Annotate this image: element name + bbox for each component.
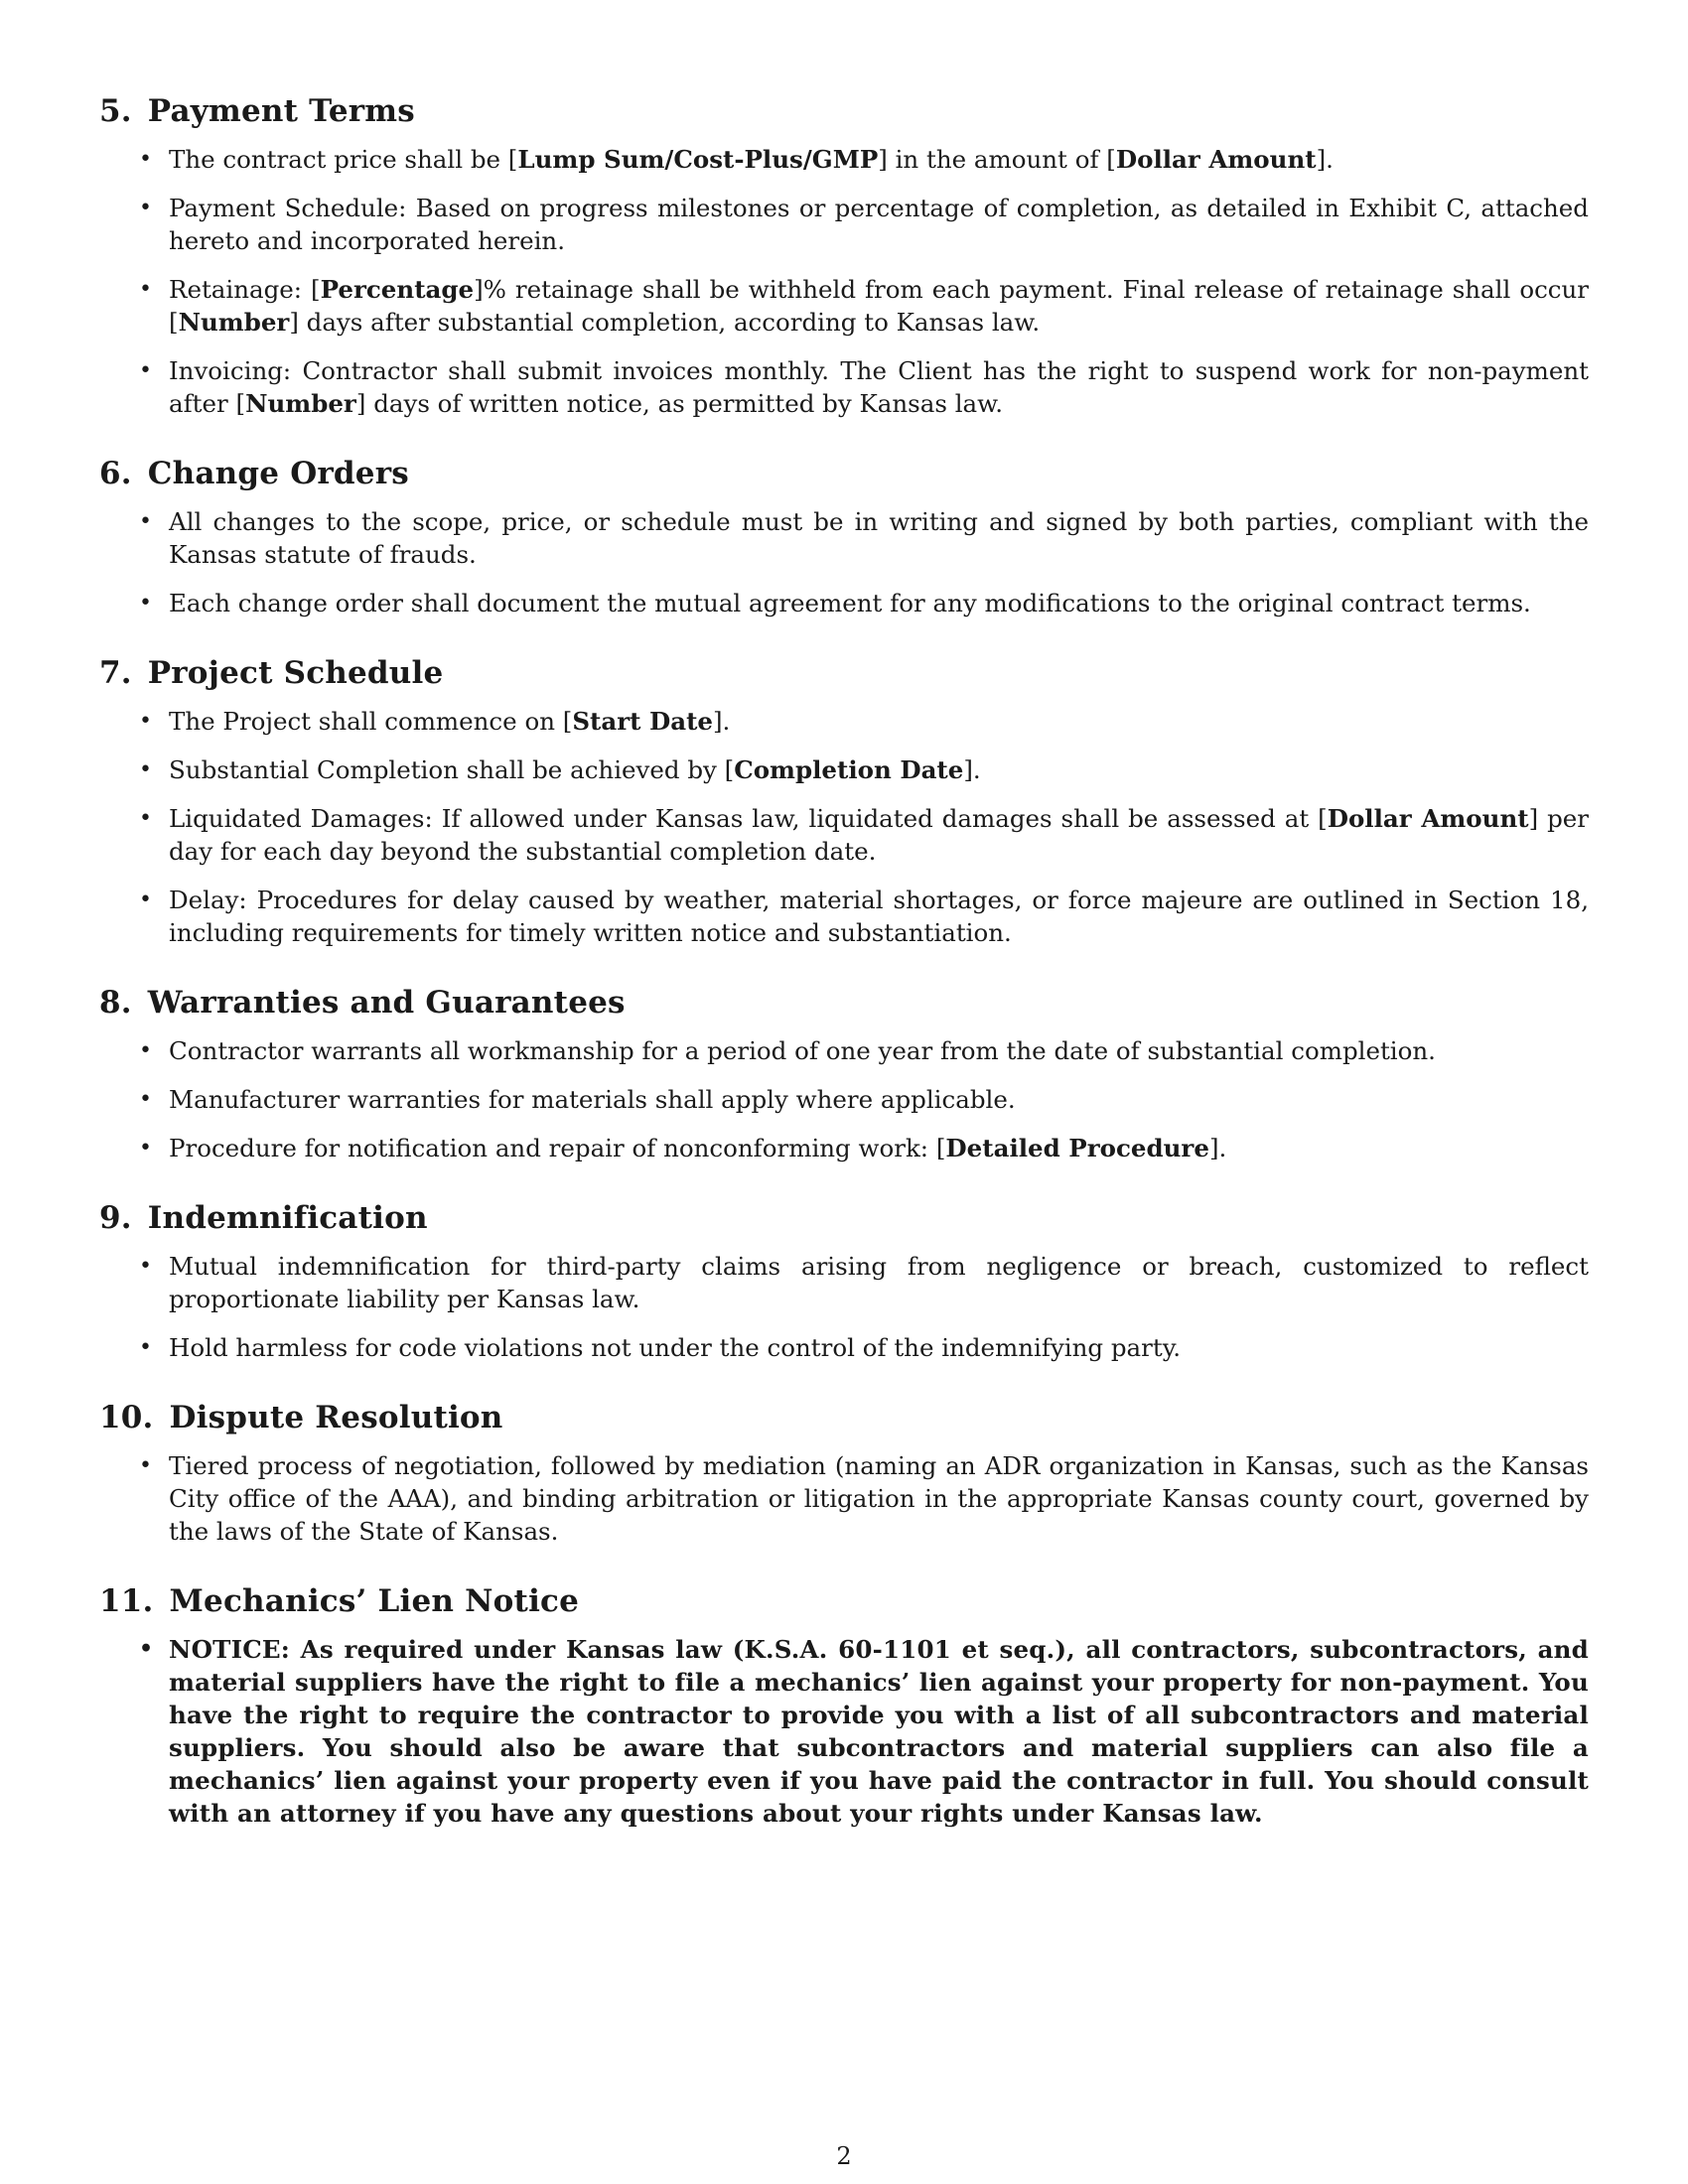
list-item xyxy=(99,273,1589,339)
section-heading xyxy=(99,653,1589,693)
bold-placeholder-text: Dollar Amount xyxy=(1327,804,1529,833)
list-item xyxy=(99,705,1589,738)
list-item xyxy=(99,802,1589,868)
section-heading xyxy=(99,1398,1589,1437)
bullet-list xyxy=(99,143,1589,420)
item-text: The contract price shall be [ xyxy=(169,145,518,174)
bullet-icon: • xyxy=(139,806,152,831)
item-text: ] per day for each day beyond the substantial completion date. xyxy=(169,804,1589,866)
item-text: ] in the amount of [ xyxy=(878,145,1116,174)
section xyxy=(99,1581,1589,1830)
list-item xyxy=(99,587,1589,619)
list-item xyxy=(99,1034,1589,1067)
bullet-list xyxy=(99,1449,1589,1548)
item-text: ]. xyxy=(1208,1134,1227,1162)
list-item xyxy=(99,1449,1589,1548)
list-item xyxy=(99,192,1589,257)
section xyxy=(99,91,1589,420)
section-title: Project Schedule xyxy=(147,655,444,691)
bold-placeholder-text: Number xyxy=(178,308,290,337)
section-heading xyxy=(99,1198,1589,1238)
list-item xyxy=(99,354,1589,420)
item-text: Payment Schedule: Based on progress milestones or percentage of completion, as detailed in Exhibit C, attached hereto and incorporated herein. xyxy=(169,194,1589,255)
item-text: Liquidated Damages: If allowed under Kansas law, liquidated damages shall be assessed at [ xyxy=(169,804,1328,833)
section-title: Dispute Resolution xyxy=(169,1400,503,1435)
bullet-icon: • xyxy=(139,757,152,782)
bold-placeholder-text: Percentage xyxy=(320,275,475,304)
section-heading xyxy=(99,983,1589,1023)
item-text: ]. xyxy=(713,707,731,736)
bold-placeholder-text: NOTICE: As required under Kansas law (K.S.A. 60-1101 et seq.), all contractors, subcontractors, and material suppliers have the right to file a mechanics’ lien against your property for non-payment. You have the right to require the contractor to provide you with a list of all subcontractors and material suppliers. You should also be aware that subcontractors and material suppliers can also file a mechanics’ lien against your property even if you have paid the contractor in full. You should consult with an attorney if you have any questions about your rights under Kansas law. xyxy=(169,1635,1589,1828)
item-text: ]. xyxy=(963,755,981,784)
item-text: ] days of written notice, as permitted by Kansas law. xyxy=(355,389,1003,418)
item-text: All changes to the scope, price, or schedule must be in writing and signed by both parties, compliant with the Kansas statute of frauds. xyxy=(169,507,1589,569)
bullet-icon: • xyxy=(139,1087,152,1112)
item-text: Mutual indemnification for third-party claims arising from negligence or breach, customized to reflect proportionate liability per Kansas law. xyxy=(169,1252,1589,1313)
bullet-icon: • xyxy=(139,509,152,534)
list-item xyxy=(99,1132,1589,1164)
list-item xyxy=(99,1633,1589,1830)
section-title: Change Orders xyxy=(147,456,409,491)
section xyxy=(99,653,1589,949)
section xyxy=(99,983,1589,1164)
section-number: 5. xyxy=(99,93,132,129)
section-number: 9. xyxy=(99,1200,132,1236)
section xyxy=(99,454,1589,619)
bold-placeholder-text: Completion Date xyxy=(734,755,964,784)
item-text: ]% retainage shall be withheld from each payment. Final release of retainage shall occur [ xyxy=(169,275,1590,337)
section xyxy=(99,1198,1589,1364)
section-heading xyxy=(99,91,1589,131)
bullet-icon: • xyxy=(139,277,152,302)
bullet-icon: • xyxy=(139,1335,152,1360)
item-text: Invoicing: Contractor shall submit invoices monthly. The Client has the right to suspend work for non-payment after [ xyxy=(169,356,1589,418)
item-text: Contractor warrants all workmanship for a period of one year from the date of substantial completion. xyxy=(169,1036,1436,1065)
bullet-icon: • xyxy=(139,887,152,912)
bold-placeholder-text: Start Date xyxy=(572,707,713,736)
section-title: Payment Terms xyxy=(147,93,415,129)
item-text: Procedure for notification and repair of nonconforming work: [ xyxy=(169,1134,946,1162)
section-number: 7. xyxy=(99,655,132,691)
section xyxy=(99,1398,1589,1548)
section-number: 8. xyxy=(99,985,132,1021)
bullet-list xyxy=(99,505,1589,619)
list-item xyxy=(99,505,1589,571)
bullet-list xyxy=(99,1633,1589,1830)
bullet-icon: • xyxy=(139,1136,152,1160)
bold-placeholder-text: Detailed Procedure xyxy=(945,1134,1209,1162)
page-number: 2 xyxy=(836,2142,852,2170)
bullet-icon: • xyxy=(139,358,152,383)
item-text: Manufacturer warranties for materials shall apply where applicable. xyxy=(169,1085,1016,1114)
document-page xyxy=(99,91,1589,1863)
list-item xyxy=(99,143,1589,176)
section-heading xyxy=(99,1581,1589,1621)
bullet-icon: • xyxy=(139,1636,154,1662)
item-text: Substantial Completion shall be achieved by [ xyxy=(169,755,735,784)
bullet-icon: • xyxy=(139,1254,152,1279)
bullet-icon: • xyxy=(139,1038,152,1063)
section-number: 6. xyxy=(99,456,132,491)
item-text: Retainage: [ xyxy=(169,275,321,304)
list-item xyxy=(99,753,1589,786)
bold-placeholder-text: Number xyxy=(245,389,356,418)
item-text: Delay: Procedures for delay caused by weather, material shortages, or force majeure are outlined in Section 18, including requirements for timely written notice and substantiation. xyxy=(169,886,1589,947)
bullet-icon: • xyxy=(139,147,152,172)
bold-placeholder-text: Lump Sum/Cost-Plus/GMP xyxy=(517,145,879,174)
section-title: Mechanics’ Lien Notice xyxy=(169,1583,580,1619)
list-item xyxy=(99,1250,1589,1315)
section-number: 10. xyxy=(99,1400,154,1435)
item-text: Each change order shall document the mutual agreement for any modifications to the original contract terms. xyxy=(169,589,1531,617)
section-title: Indemnification xyxy=(147,1200,428,1236)
bullet-list xyxy=(99,705,1589,949)
bullet-icon: • xyxy=(139,196,152,220)
item-text: Tiered process of negotiation, followed by mediation (naming an ADR organization in Kansas, such as the Kansas City office of the AAA), and binding arbitration or litigation in the appropriate Kansas county court, governed by the laws of the State of Kansas. xyxy=(169,1451,1589,1546)
bold-placeholder-text: Dollar Amount xyxy=(1115,145,1317,174)
bullet-icon: • xyxy=(139,1453,152,1478)
bullet-icon: • xyxy=(139,709,152,734)
item-text: ]. xyxy=(1316,145,1334,174)
section-number: 11. xyxy=(99,1583,154,1619)
item-text: ] days after substantial completion, according to Kansas law. xyxy=(289,308,1041,337)
bullet-list xyxy=(99,1250,1589,1364)
bullet-icon: • xyxy=(139,591,152,615)
item-text: The Project shall commence on [ xyxy=(169,707,573,736)
section-heading xyxy=(99,454,1589,493)
list-item xyxy=(99,884,1589,949)
section-title: Warranties and Guarantees xyxy=(147,985,626,1021)
list-item xyxy=(99,1331,1589,1364)
item-text: Hold harmless for code violations not under the control of the indemnifying party. xyxy=(169,1333,1182,1362)
list-item xyxy=(99,1083,1589,1116)
bullet-list xyxy=(99,1034,1589,1164)
